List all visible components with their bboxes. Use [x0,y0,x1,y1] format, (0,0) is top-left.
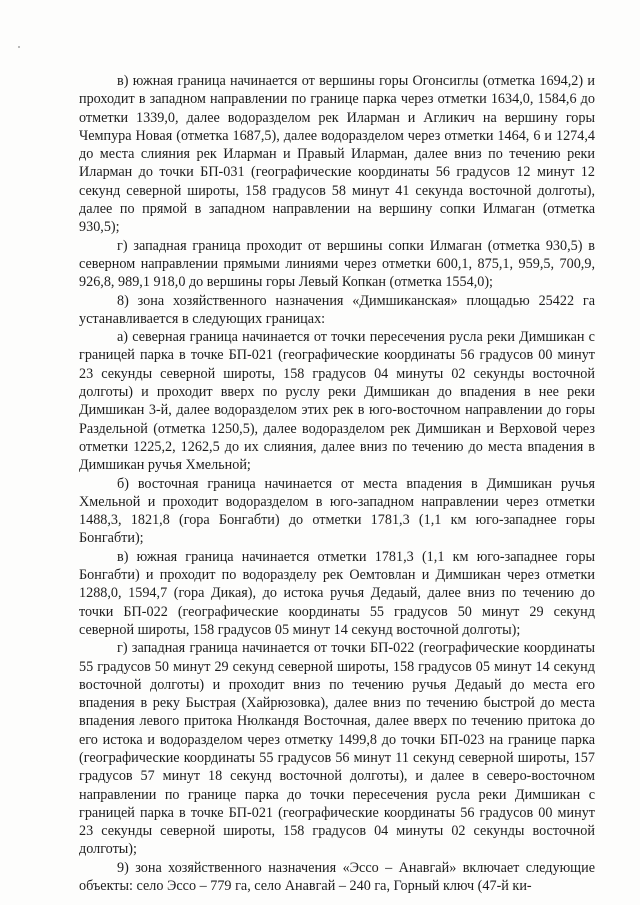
paragraph-zone8-intro: 8) зона хозяйственного назначения «Димшиканская» площадью 25422 га устанавливается в следующих границах: [79,292,595,327]
document-body [79,72,595,895]
scan-artifact [18,46,20,48]
paragraph-south-border-zone8: в) южная граница начинается отметки 1781,3 (1,1 км юго-западнее горы Бонгабти) и проходит по водоразделу рек Оемтовлан и Димшикан через отметки 1288,0, 1594,7 (гора Дикая), до истока ручья Дедаый, далее вниз по течению до точки БП-022 (географические координаты 55 градусов 50 минут 29 секунд северной широты, 158 градусов 05 минут 14 секунд восточной долготы); [79,548,595,638]
paragraph-west-border-zone8: г) западная граница начинается от точки БП-022 (географические координаты 55 градусов 50 минут 29 секунд северной широты, 158 градусов 05 минут 14 секунд восточной долготы) и проходит вниз по течению ручья Дедаый до места его впадения в реку Быстрая (Хайрюзовка), далее вниз по течению быстрой до места впадения левого притока Нюлкандя Восточная, далее вверх по течению притока до его истока и водоразделом через отметку 1499,8 до точки БП-023 на границе парка (географические координаты 55 градусов 56 минут 11 секунд северной широты, 157 градусов 57 минут 18 секунд восточной долготы), и далее в северо-восточном направлении по границе парка до точки пересечения русла реки Димшикан с границей парка в точке БП-021 (географические координаты 56 градусов 00 минут 23 секунды северной широты, 158 градусов 04 минуты 02 секунды восточной долготы); [79,640,595,858]
paragraph-zone9-intro: 9) зона хозяйственного назначения «Эссо – Анавгай» включает следующие объекты: село Эссо – 779 га, село Анавгай – 240 га, Горный ключ (47-й ки- [79,859,595,895]
paragraph-north-border-zone8: а) северная граница начинается от точки пересечения русла реки Димшикан с границей парка в точке БП-021 (географические координаты 56 градусов 00 минут 23 секунды северной широты, 158 градусов 04 минуты 02 секунды восточной долготы) и проходит вверх по руслу реки Димшикан до впадения в нее реки Димшикан 3-й, далее водоразделом этих рек в юго-восточном направлении до горы Раздельной (отметка 1250,5), далее водоразделом рек Димшикан и Верховой через отметки 1225,2, 1262,5 до их слияния, далее вниз по течению до места впадения в Димшикан ручья Хмельной; [79,329,595,474]
paragraph-west-border-zone7: г) западная граница проходит от вершины сопки Илмаган (отметка 930,5) в северном направлении прямыми линиями через отметки 600,1, 875,1, 959,5, 700,9, 926,8, 989,1 918,0 до вершины горы Левый Копкан (отметка 1554,0); [79,237,595,291]
paragraph-south-border-zone7: в) южная граница начинается от вершины горы Огонсиглы (отметка 1694,2) и проходит в западном направлении по границе парка через отметки 1634,0, 1584,6 до отметки 1339,0, далее водоразделом рек Иларман и Агликич на вершину горы Чемпура Новая (отметка 1687,5), далее водоразделом через отметки 1464, 6 и 1274,4 до места слияния рек Иларман и Правый Иларман, далее вниз по течению реки Иларман до точки БП-031 (географические координаты 56 градусов 12 минут 12 секунд северной широты, 158 градусов 58 минут 41 секунда восточной долготы), далее по прямой в западном направлении на вершину сопки Илмаган (отметка 930,5); [79,73,595,236]
paragraph-east-border-zone8: б) восточная граница начинается от места впадения в Димшикан ручья Хмельной и проходит водоразделом в юго-западном направлении через отметки 1488,3, 1821,8 (гора Бонгабти) до отметки 1781,3 (1,1 км юго-западнее горы Бонгабти); [79,475,595,547]
